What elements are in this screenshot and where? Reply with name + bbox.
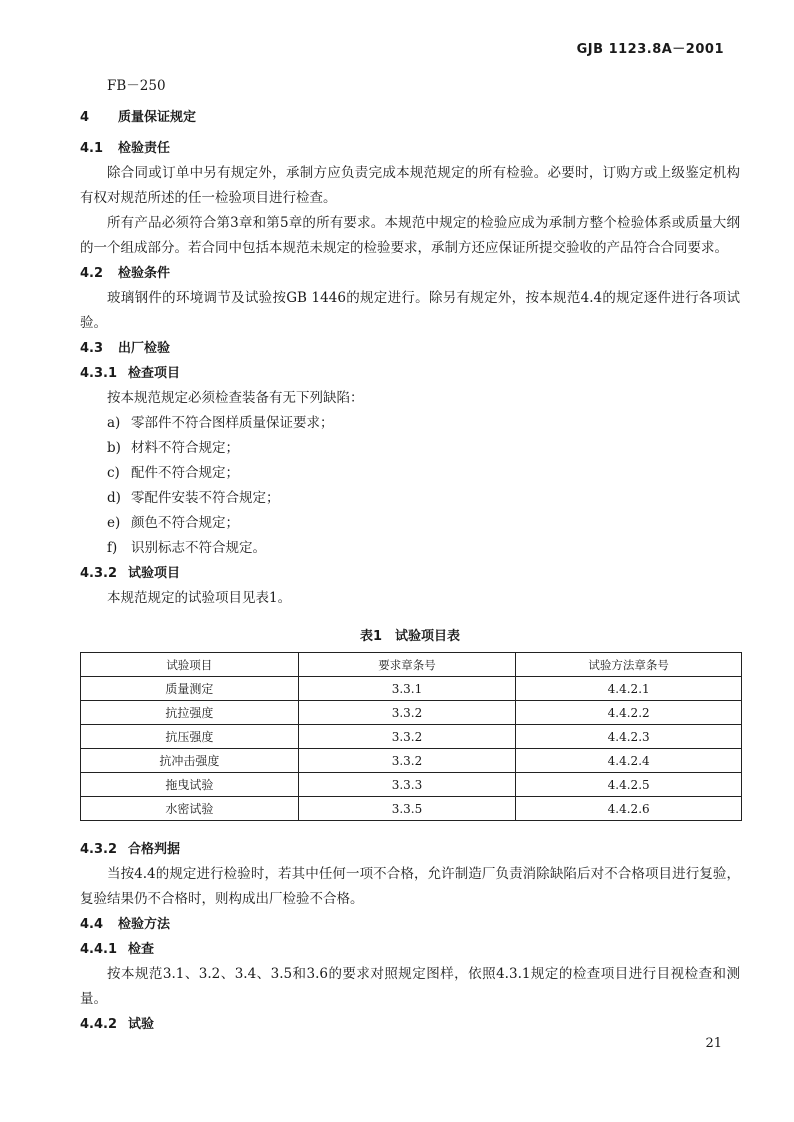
section-title: 检验责任	[118, 141, 171, 156]
list-marker: a)	[107, 415, 121, 431]
list-text: 颜色不符合规定；	[131, 515, 239, 531]
table-row	[81, 677, 742, 701]
section-number: 4.3.1	[80, 366, 118, 381]
list-item	[80, 461, 740, 486]
section-4-2-paragraph-1: 玻璃钢件的环境调节及试验按GB 1446的规定进行。除另有规定外，按本规范4.4的规定逐件进行各项试验。	[80, 290, 740, 331]
section-4-1-paragraph-1: 除合同或订单中另有规定外，承制方应负责完成本规范规定的所有检验。必要时，订购方或上级鉴定机构有权对规范所述的任一检验项目进行检查。	[80, 165, 740, 206]
table-row	[81, 797, 742, 821]
section-4-4-heading	[80, 912, 740, 937]
table-cell: 3.3.2	[298, 749, 516, 773]
list-text: 零配件安装不符合规定；	[131, 490, 280, 506]
section-4-3-2-criteria-heading	[80, 837, 740, 862]
section-number: 4.3.2	[80, 842, 118, 857]
table-cell: 3.3.3	[298, 773, 516, 797]
table-cell: 4.4.2.1	[516, 677, 742, 701]
list-text: 配件不符合规定；	[131, 465, 239, 481]
list-marker: f)	[107, 540, 118, 556]
top-line: FB－250	[107, 78, 166, 94]
section-number: 4	[80, 110, 90, 125]
standard-code: GJB 1123.8A－2001	[576, 42, 724, 57]
section-4-4-1-paragraph: 按本规范3.1、3.2、3.4、3.5和3.6的要求对照规定图样，依照4.3.1规定的检查项目进行目视检查和测量。	[80, 966, 740, 1007]
list-marker: c)	[107, 465, 120, 481]
section-4-3-1-heading	[80, 361, 740, 386]
list-text: 零部件不符合图样质量保证要求；	[131, 415, 334, 431]
table-cell: 4.4.2.2	[516, 701, 742, 725]
list-text: 识别标志不符合规定。	[131, 540, 266, 556]
section-title: 试验项目	[128, 566, 181, 581]
table-cell: 4.4.2.3	[516, 725, 742, 749]
test-items-table	[80, 652, 742, 821]
table-row	[81, 701, 742, 725]
table-cell: 4.4.2.6	[516, 797, 742, 821]
table-cell: 3.3.1	[298, 677, 516, 701]
column-header: 要求章条号	[298, 653, 516, 677]
list-item	[80, 436, 740, 461]
section-number: 4.4	[80, 917, 104, 932]
section-number: 4.4.2	[80, 1017, 118, 1032]
table-cell: 3.3.2	[298, 701, 516, 725]
section-4-3-2-criteria-paragraph: 当按4.4的规定进行检验时，若其中任何一项不合格，允许制造厂负责消除缺陷后对不合格项目进行复验，复验结果仍不合格时，则构成出厂检验不合格。	[80, 866, 740, 907]
table-cell: 4.4.2.4	[516, 749, 742, 773]
section-title: 检验方法	[118, 917, 171, 932]
list-marker: e)	[107, 515, 121, 531]
section-number: 4.3	[80, 341, 104, 356]
section-number: 4.1	[80, 141, 104, 156]
section-4-heading	[80, 105, 740, 130]
section-number: 4.3.2	[80, 566, 118, 581]
section-4-3-1-intro: 按本规范规定必须检查装备有无下列缺陷：	[107, 390, 364, 406]
table-cell: 抗拉强度	[81, 701, 299, 725]
list-marker: d)	[107, 490, 121, 506]
table-row	[81, 725, 742, 749]
document-body	[80, 74, 740, 1037]
section-4-4-1-heading	[80, 937, 740, 962]
list-item	[80, 486, 740, 511]
section-title: 质量保证规定	[118, 110, 197, 125]
section-4-1-paragraph-2: 所有产品必须符合第3章和第5章的所有要求。本规范中规定的检验应成为承制方整个检验体系或质量大纲的一个组成部分。若合同中包括本规范未规定的检验要求，承制方还应保证所提交验收的产品符合合同要求。	[80, 215, 740, 256]
section-title: 出厂检验	[118, 341, 171, 356]
section-title: 检查项目	[128, 366, 181, 381]
table-cell: 3.3.5	[298, 797, 516, 821]
list-marker: b)	[107, 440, 121, 456]
table-cell: 抗冲击强度	[81, 749, 299, 773]
column-header: 试验方法章条号	[516, 653, 742, 677]
column-header: 试验项目	[81, 653, 299, 677]
section-4-3-2-heading	[80, 561, 740, 586]
page-number: 21	[705, 1036, 722, 1051]
table-caption: 表1 试验项目表	[359, 629, 461, 644]
section-number: 4.2	[80, 266, 104, 281]
section-title: 合格判据	[128, 842, 181, 857]
table-cell: 拖曳试验	[81, 773, 299, 797]
section-4-3-heading	[80, 336, 740, 361]
table-row	[81, 749, 742, 773]
list-item	[80, 536, 740, 561]
table-cell: 水密试验	[81, 797, 299, 821]
list-text: 材料不符合规定；	[131, 440, 239, 456]
table-cell: 质量测定	[81, 677, 299, 701]
section-title: 试验	[128, 1017, 155, 1032]
table-header-row	[81, 653, 742, 677]
table-row	[81, 773, 742, 797]
section-title: 检查	[128, 942, 155, 957]
table-cell: 3.3.2	[298, 725, 516, 749]
list-item	[80, 411, 740, 436]
section-4-3-2-paragraph: 本规范规定的试验项目见表1。	[107, 590, 292, 606]
section-4-4-2-heading	[80, 1012, 740, 1037]
table-cell: 4.4.2.5	[516, 773, 742, 797]
section-number: 4.4.1	[80, 942, 118, 957]
table-cell: 抗压强度	[81, 725, 299, 749]
section-4-2-heading	[80, 261, 740, 286]
section-title: 检验条件	[118, 266, 171, 281]
list-item	[80, 511, 740, 536]
section-4-1-heading	[80, 136, 740, 161]
